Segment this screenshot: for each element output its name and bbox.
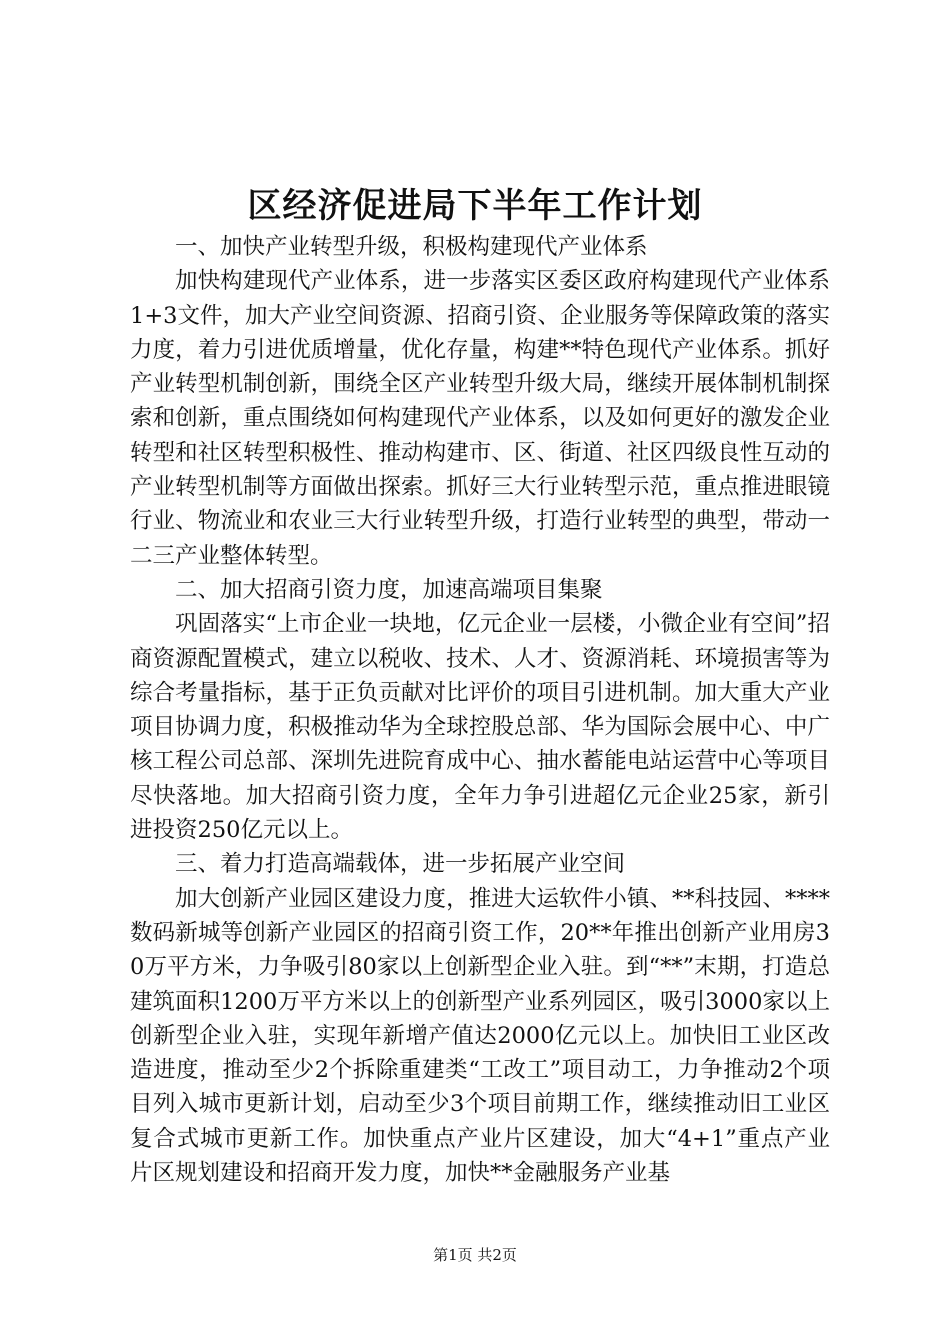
section-paragraph-3: 加大创新产业园区建设力度，推进大运软件小镇、**科技园、****数码新城等创新产业园区的招商引资工作，20**年推出创新产业用房30万平方米，力争吸引80家以上创新型企业入驻。到“**”末期，打造总建筑面积1200万平方米以上的创新型产业系列园区，吸引3000家以上创新型企业入驻，实现年新增产值达2000亿元以上。加快旧工业区改造进度，推动至少2个拆除重建类“工改工”项目动工，力争推动2个项目列入城市更新计划，启动至少3个项目前期工作，继续推动旧工业区复合式城市更新工作。加快重点产业片区建设，加大“4+1”重点产业片区规划建设和招商开发力度，加快**金融服务产业基 (130, 885, 830, 1187)
section-heading-2: 二、加大招商引资力度，加速高端项目集聚 (175, 576, 603, 603)
section-heading-1: 一、加快产业转型升级，积极构建现代产业体系 (175, 234, 648, 260)
section-paragraph-2: 巩固落实“上市企业一块地，亿元企业一层楼，小微企业有空间”招商资源配置模式，建立以税收、技术、人才、资源消耗、环境损害等为综合考量指标，基于正负贡献对比评价的项目引进机制。加大重大产业项目协调力度，积极推动华为全球控股总部、华为国际会展中心、中广核工程公司总部、深圳先进院育成中心、抽水蓄能电站运营中心等项目尽快落地。加大招商引资力度，全年力争引进超亿元企业25家，新引进投资250亿元以上。 (130, 611, 830, 844)
page-footer: 第1页 共2页 (433, 1246, 517, 1264)
document-body (130, 230, 830, 1190)
section-heading-3: 三、着力打造高端载体，进一步拓展产业空间 (175, 851, 626, 878)
document-title: 区经济促进局下半年工作计划 (247, 186, 703, 226)
section-paragraph-1: 加快构建现代产业体系，进一步落实区委区政府构建现代产业体系1+3文件，加大产业空间资源、招商引资、企业服务等保障政策的落实力度，着力引进优质增量，优化存量，构建**特色现代产业体系。抓好产业转型机制创新，围绕全区产业转型升级大局，继续开展体制机制探索和创新，重点围绕如何构建现代产业体系，以及如何更好的激发企业转型和社区转型积极性、推动构建市、区、街道、社区四级良性互动的产业转型机制等方面做出探索。抓好三大行业转型示范，重点推进眼镜行业、物流业和农业三大行业转型升级，打造行业转型的典型，带动一二三产业整体转型。 (130, 268, 830, 569)
